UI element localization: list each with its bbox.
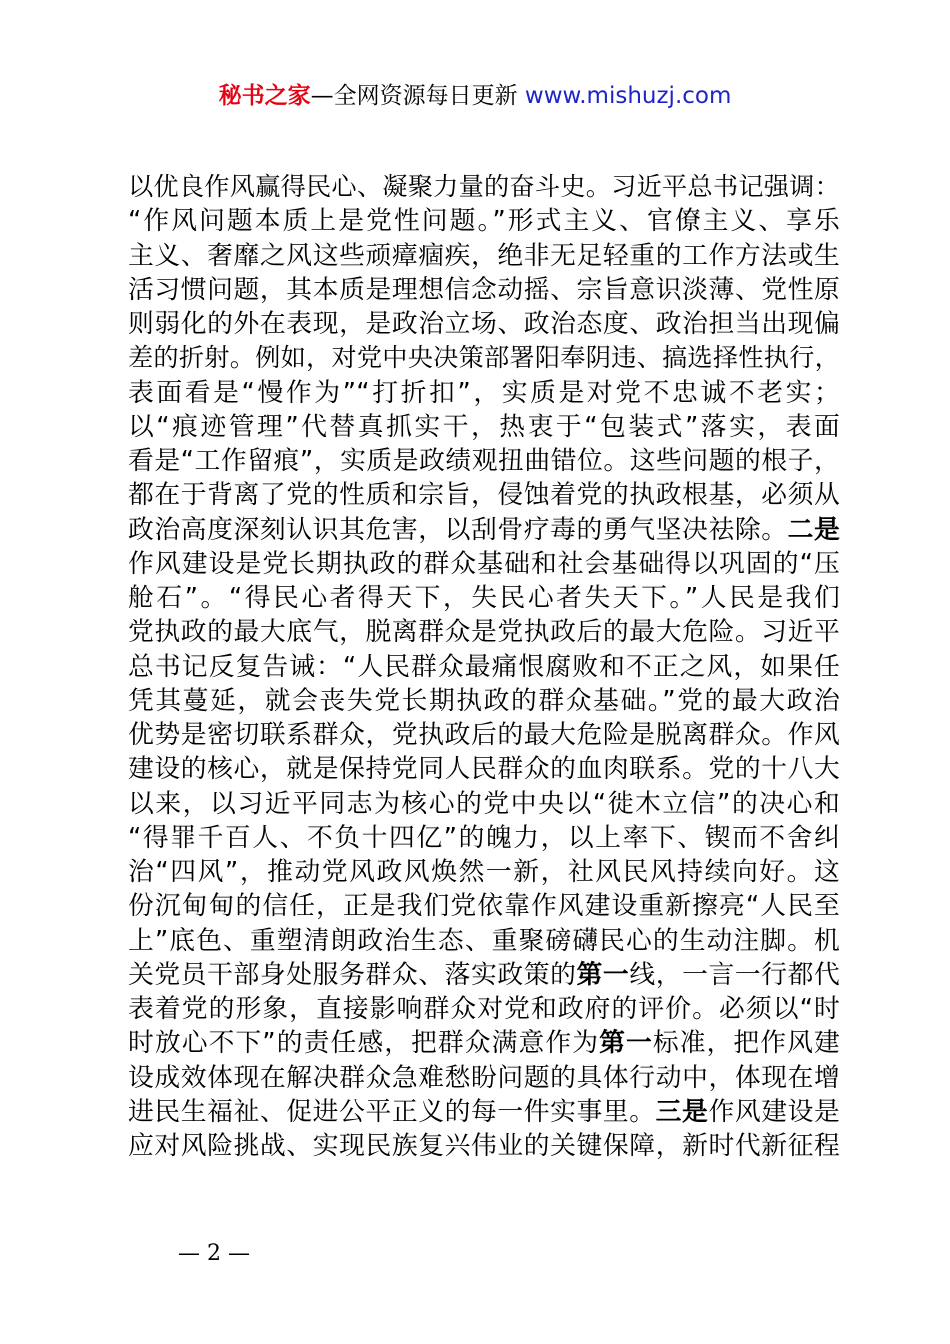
text-line (128, 855, 840, 889)
line-text: 凭其蔓延，就会丧失党长期执政的群众基础。”党的最大政治 (128, 685, 840, 716)
line-text: 都在于背离了党的性质和宗旨，侵蚀着党的执政根基，必须从 (128, 480, 840, 511)
text-line (128, 821, 840, 855)
text-line (128, 650, 840, 684)
line-text: 党执政的最大底气，脱离群众是党执政后的最大危险。习近平 (128, 617, 840, 648)
page-number: — 2 — (178, 1241, 250, 1266)
text-line (128, 444, 840, 478)
text-line (128, 204, 840, 238)
text-line (128, 684, 840, 718)
line-text: 活习惯问题，其本质是理想信念动摇、宗旨意识淡薄、党性原 (128, 274, 840, 305)
emphasis-text: 二是 (787, 514, 840, 545)
text-line (128, 239, 840, 273)
text-line (128, 1026, 840, 1060)
line-text: 应对风险挑战、实现民族复兴伟业的关键保障，新时代新征程 (128, 1131, 840, 1161)
text-line (128, 341, 840, 375)
site-header (0, 80, 950, 112)
line-text: 优势是密切联系群众，党执政后的最大危险是脱离群众。作风 (128, 720, 840, 750)
line-text: 关党员干部身处服务群众、落实政策的 (128, 959, 577, 990)
text-line (128, 992, 840, 1026)
line-text: 表面看是“慢作为”“打折扣”，实质是对党不忠诚不老实； (128, 377, 840, 408)
line-text: 则弱化的外在表现，是政治立场、政治态度、政治担当出现偏 (128, 309, 840, 339)
line-text: 看是“工作留痕”，实质是政绩观扭曲错位。这些问题的根子， (128, 446, 840, 476)
line-text: 差的折射。例如，对党中央决策部署阳奉阴违、搞选择性执行， (128, 343, 840, 373)
text-line (128, 752, 840, 786)
line-text: 舱石”。“得民心者得天下，失民心者失天下。”人民是我们 (128, 583, 840, 613)
line-text: 表着党的形象，直接影响群众对党和政府的评价。必须以“时 (128, 994, 840, 1024)
line-text: 标准，把作风建 (652, 1028, 840, 1059)
line-text: 线，一言一行都代 (629, 959, 840, 990)
text-line (128, 958, 840, 992)
line-text: 份沉甸甸的信任，正是我们党依靠作风建设重新擦亮“人民至 (128, 891, 840, 922)
line-text: “得罪千百人、不负十四亿”的魄力，以上率下、锲而不舍纠 (128, 822, 840, 853)
emphasis-text: 三是 (655, 1096, 709, 1127)
line-text: 总书记反复告诫：“人民群众最痛恨腐败和不正之风，如果任 (128, 651, 840, 682)
document-body (128, 170, 840, 1163)
line-text: 治“四风”，推动党风政风焕然一新，社风民风持续向好。这 (128, 857, 840, 887)
text-line (128, 478, 840, 512)
line-text: 政治高度深刻认识其危害，以刮骨疗毒的勇气坚决祛除。 (128, 514, 788, 545)
line-text: 进民生福祉、促进公平正义的每一件实事里。 (128, 1096, 656, 1127)
line-text: 时放心不下”的责任感，把群众满意作为 (128, 1028, 600, 1059)
text-line (128, 1095, 840, 1129)
text-line (128, 170, 840, 204)
line-text: 设成效体现在解决群众急难愁盼问题的具体行动中，体现在增 (128, 1062, 840, 1093)
line-text: 作风建设是党长期执政的群众基础和社会基础得以巩固的“压 (128, 548, 840, 579)
text-line (128, 787, 840, 821)
emphasis-text: 第一 (576, 959, 630, 990)
text-line (128, 547, 840, 581)
text-line (128, 273, 840, 307)
line-text: “作风问题本质上是党性问题。”形式主义、官僚主义、享乐 (128, 206, 840, 237)
text-line (128, 889, 840, 923)
text-line (128, 924, 840, 958)
text-line (128, 718, 840, 752)
text-line (128, 513, 840, 547)
line-text: 以优良作风赢得民心、凝聚力量的奋斗史。习近平总书记强调： (128, 172, 840, 201)
line-text: 以来，以习近平同志为核心的党中央以“徙木立信”的决心和 (128, 788, 840, 819)
text-line (128, 410, 840, 444)
header-tagline: —全网资源每日更新 (310, 83, 518, 109)
line-text: 上”底色、重塑清朗政治生态、重聚磅礴民心的生动注脚。机 (128, 925, 840, 956)
text-line (128, 376, 840, 410)
text-line (128, 307, 840, 341)
line-text: 作风建设是 (708, 1096, 840, 1127)
text-line (128, 1129, 840, 1163)
text-line (128, 615, 840, 649)
text-line (128, 581, 840, 615)
emphasis-text: 第一 (599, 1028, 653, 1059)
brand-name: 秘书之家 (218, 83, 311, 109)
line-text: 以“痕迹管理”代替真抓实干，热衷于“包装式”落实，表面 (128, 411, 840, 442)
site-url-link[interactable]: www.mishuzj.com (524, 83, 732, 109)
line-text: 主义、奢靡之风这些顽瘴痼疾，绝非无足轻重的工作方法或生 (128, 240, 840, 271)
text-line (128, 1061, 840, 1095)
line-text: 建设的核心，就是保持党同人民群众的血肉联系。党的十八大 (128, 754, 840, 785)
